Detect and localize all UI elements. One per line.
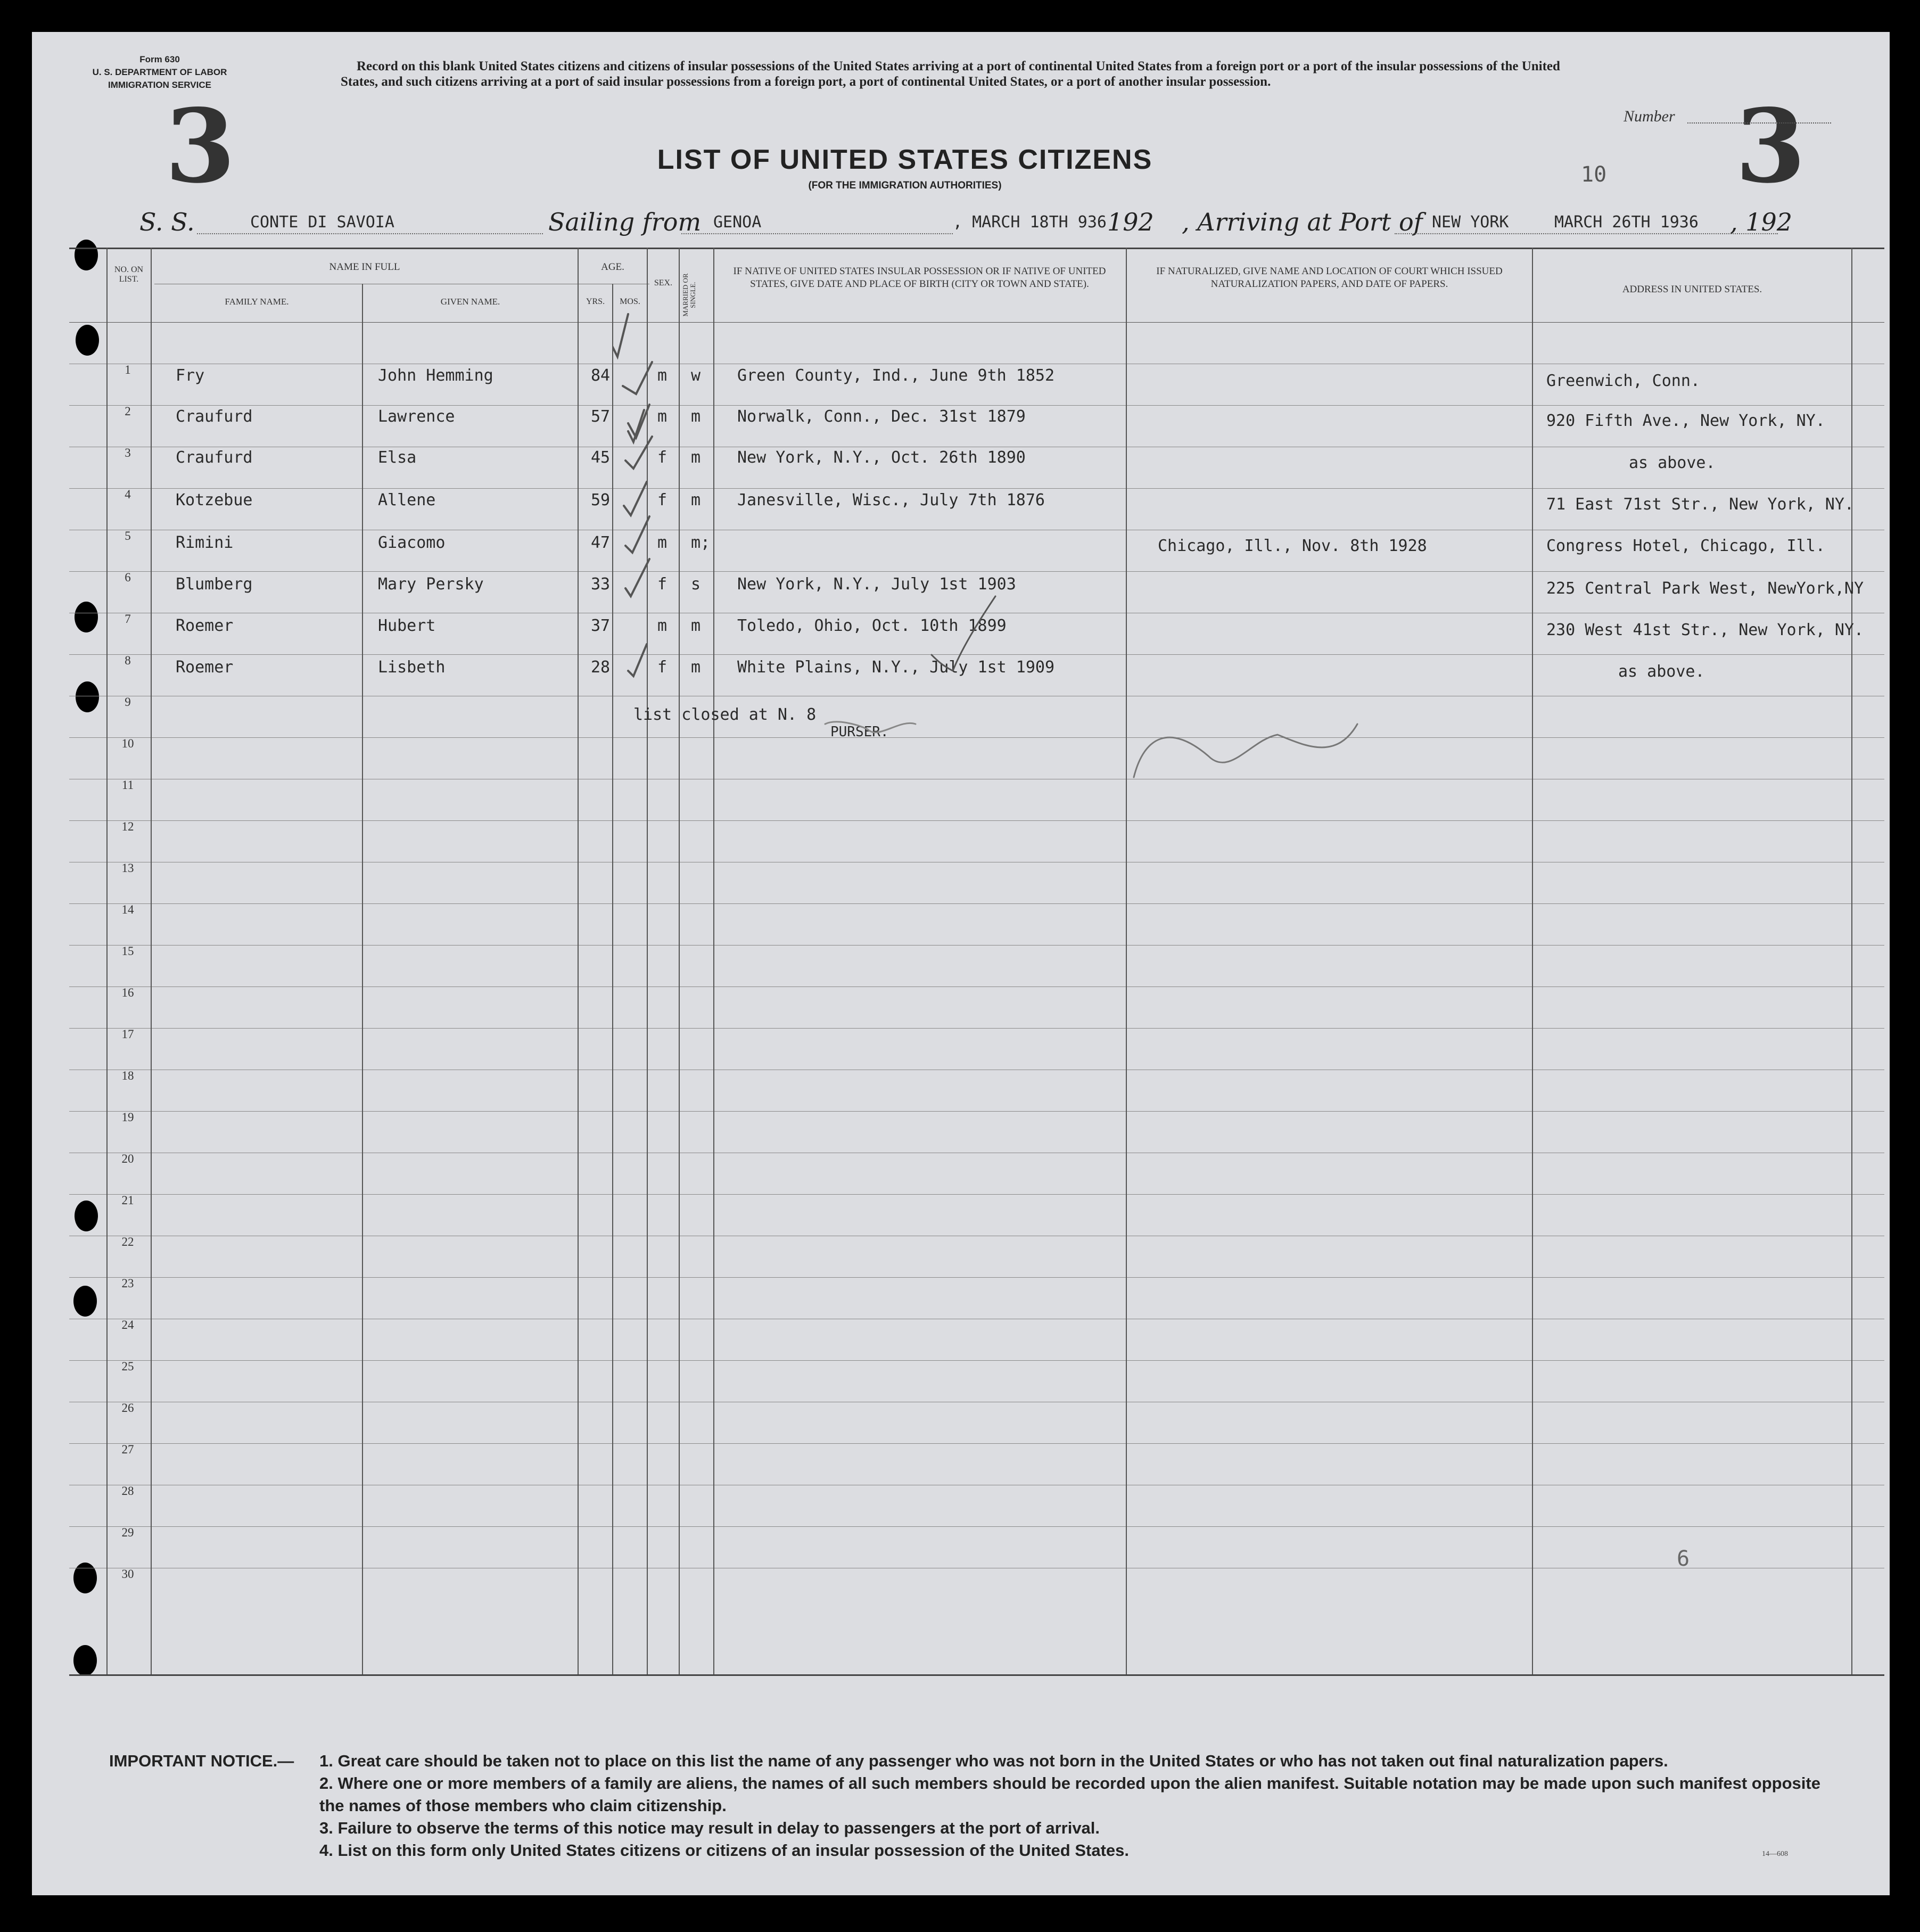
- header-married-single: MARRIED OR SINGLE.: [681, 273, 697, 317]
- header-place-of-birth: IF NATIVE OF UNITED STATES INSULAR POSSESSION OR IF NATIVE OF UNITED STATES, GIVE DATE AND PLACE OF BIRTH (CITY OR TOWN AND STATE).: [733, 266, 1106, 290]
- row-number: 12: [121, 820, 134, 833]
- department-name: U. S. DEPARTMENT OF LABOR: [92, 67, 227, 77]
- marital-status: w: [691, 366, 701, 385]
- given-name: John Hemming: [378, 366, 493, 385]
- address: as above.: [1629, 454, 1716, 472]
- header-age-months: MOS.: [620, 297, 640, 306]
- place-of-birth: New York, N.Y., July 1st 1903: [737, 575, 1016, 594]
- row-number: 6: [125, 571, 131, 584]
- sex: m: [657, 407, 668, 426]
- naturalization: Chicago, Ill., Nov. 8th 1928: [1158, 537, 1427, 555]
- punch-hole: [73, 1286, 97, 1317]
- sailing-label: Sailing from: [548, 208, 702, 236]
- print-code: 14—608: [1762, 1850, 1788, 1858]
- form-number: Form 630: [139, 54, 180, 64]
- sex: f: [657, 658, 668, 677]
- age-years: 47: [591, 533, 611, 552]
- sailing-port-line: [681, 233, 953, 234]
- table-rule: [69, 1277, 1884, 1278]
- notice-label: IMPORTANT NOTICE.—: [109, 1752, 294, 1770]
- header-family-name: FAMILY NAME.: [225, 297, 289, 307]
- address: Congress Hotel, Chicago, Ill.: [1546, 537, 1825, 555]
- table-rule: [69, 1111, 1884, 1112]
- age-years: 37: [591, 616, 611, 635]
- address: Greenwich, Conn.: [1546, 372, 1700, 390]
- age-years: 84: [591, 366, 611, 385]
- row-number: 7: [125, 612, 131, 626]
- given-name: Hubert: [378, 616, 436, 635]
- sailing-port: GENOA: [713, 213, 762, 232]
- service-name: IMMIGRATION SERVICE: [108, 80, 211, 90]
- sex: f: [657, 448, 668, 467]
- col-divider: [106, 248, 108, 1674]
- row-number: 25: [121, 1360, 134, 1373]
- punch-hole: [75, 1201, 98, 1231]
- given-name: Giacomo: [378, 533, 446, 552]
- age-years: 57: [591, 407, 611, 426]
- marital-status: m;: [691, 533, 711, 552]
- punch-hole: [73, 1563, 97, 1593]
- header-age: AGE.: [601, 261, 624, 273]
- form-identifier: [75, 53, 245, 92]
- punch-hole: [76, 325, 99, 356]
- address: as above.: [1618, 662, 1705, 681]
- ss-label: S. S.: [139, 208, 195, 236]
- ship-name-line: [197, 233, 543, 234]
- header-list-number: NO. ON LIST.: [114, 265, 144, 284]
- punch-hole: [76, 681, 99, 712]
- given-name: Elsa: [378, 448, 417, 467]
- arriving-label: , Arriving at Port of: [1182, 208, 1423, 236]
- row-number: 13: [121, 861, 134, 875]
- row-number: 9: [125, 695, 131, 709]
- header-given-name: GIVEN NAME.: [440, 297, 500, 307]
- checkmark-icon: [625, 559, 649, 596]
- stamp-number-right: 3: [1735, 87, 1806, 205]
- place-of-birth: Green County, Ind., June 9th 1852: [737, 366, 1055, 385]
- place-of-birth: New York, N.Y., Oct. 26th 1890: [737, 448, 1026, 467]
- checkmark-icon: [625, 405, 652, 468]
- marital-status: s: [691, 575, 701, 594]
- row-number: 24: [121, 1318, 134, 1331]
- punch-hole: [75, 602, 98, 632]
- marital-status: m: [691, 616, 701, 635]
- table-rule: [69, 1443, 1884, 1444]
- sex: f: [657, 491, 668, 509]
- table-top-border: [69, 248, 1884, 249]
- row-number: 2: [125, 405, 131, 418]
- col-divider: [578, 248, 579, 1674]
- marital-status: m: [691, 448, 701, 467]
- table-rule: [69, 1028, 1884, 1029]
- notice-item: 1. Great care should be taken not to place on this list the name of any passenger who was not born in the United States or who has not taken out final naturalization papers.: [319, 1752, 1668, 1770]
- notice-item: 3. Failure to observe the terms of this notice may result in delay to passengers at the port of arrival.: [319, 1819, 1100, 1837]
- family-name: Roemer: [176, 658, 234, 677]
- address: 920 Fifth Ave., New York, NY.: [1546, 412, 1825, 430]
- row-number: 1: [125, 363, 131, 376]
- table-rule: [69, 945, 1884, 946]
- purser-label: PURSER.: [830, 724, 889, 740]
- sex: m: [657, 533, 668, 552]
- number-line: [1687, 122, 1831, 124]
- marital-status: m: [691, 658, 701, 677]
- age-years: 28: [591, 658, 611, 677]
- margin-number: 6: [1677, 1547, 1690, 1571]
- sex: f: [657, 575, 668, 594]
- place-of-birth: Norwalk, Conn., Dec. 31st 1879: [737, 407, 1026, 426]
- age-years: 59: [591, 491, 611, 509]
- place-of-birth: Janesville, Wisc., July 7th 1876: [737, 491, 1045, 509]
- checkmark-icon: [625, 516, 649, 553]
- header-naturalization: IF NATURALIZED, GIVE NAME AND LOCATION OF COURT WHICH ISSUED NATURALIZATION PAPERS, AND DATE OF PAPERS.: [1156, 266, 1503, 290]
- family-name: Craufurd: [176, 407, 253, 426]
- number-label: Number: [1624, 108, 1675, 125]
- row-number: 20: [121, 1152, 134, 1165]
- checkmark-icon: [628, 644, 647, 676]
- family-name: Craufurd: [176, 448, 253, 467]
- row-number: 26: [121, 1401, 134, 1415]
- age-years: 33: [591, 575, 611, 594]
- marital-status: m: [691, 491, 701, 509]
- col-divider: [1851, 248, 1852, 1674]
- punch-hole: [75, 240, 98, 270]
- arrival-date: MARCH 26TH 1936: [1554, 213, 1699, 232]
- punch-hole: [73, 1645, 97, 1676]
- row-number: 17: [121, 1027, 134, 1041]
- family-name: Blumberg: [176, 575, 253, 594]
- table-rule: [69, 986, 1884, 987]
- row-number: 3: [125, 446, 131, 459]
- stamp-number-left: 3: [165, 87, 236, 205]
- checkmark-icon: [623, 362, 652, 394]
- row-number: 18: [121, 1069, 134, 1082]
- arrival-port: NEW YORK: [1432, 213, 1509, 232]
- checkmark-icon: [612, 314, 628, 357]
- family-name: Roemer: [176, 616, 234, 635]
- row-number: 30: [121, 1567, 134, 1581]
- row-number: 27: [121, 1443, 134, 1456]
- place-of-birth: White Plains, N.Y., July 1st 1909: [737, 658, 1055, 677]
- address: 71 East 71st Str., New York, NY.: [1546, 495, 1854, 514]
- sex: m: [657, 616, 668, 635]
- header-age-years: YRS.: [586, 297, 605, 306]
- row-number: 4: [125, 488, 131, 501]
- instructions-text: Record on this blank United States citizens and citizens of insular possessions of the United States arriving at a port of continental United States from a foreign port or a port of the insular possessions of the United States, and such citizens arriving at a port of said insular possessions from a foreign port, a port of continental United States, or a port of another insular possession.: [341, 59, 1560, 89]
- header-address: ADDRESS IN UNITED STATES.: [1622, 284, 1762, 295]
- marital-status: m: [691, 407, 701, 426]
- arrival-port-line: [1395, 233, 1778, 234]
- year-suffix-arrival: , 192: [1730, 208, 1793, 236]
- sex: m: [657, 366, 668, 385]
- list-closed-note: list closed at N. 8: [633, 705, 817, 724]
- row-number: 14: [121, 903, 134, 916]
- handwritten-annotations: [612, 298, 1517, 831]
- notice-item: 4. List on this form only United States citizens or citizens of an insular possession of the United States.: [319, 1841, 1129, 1860]
- row-number: 28: [121, 1484, 134, 1498]
- col-divider: [362, 284, 363, 1674]
- given-name: Mary Persky: [378, 575, 484, 594]
- sailing-date: , MARCH 18TH 936: [953, 213, 1107, 232]
- year-suffix-sailing: 192: [1107, 208, 1154, 236]
- row-number: 10: [121, 737, 134, 750]
- table-bottom-border: [69, 1674, 1884, 1676]
- given-name: Allene: [378, 491, 436, 509]
- age-years: 45: [591, 448, 611, 467]
- family-name: Kotzebue: [176, 491, 253, 509]
- family-name: Rimini: [176, 533, 234, 552]
- header-name-in-full: NAME IN FULL: [329, 261, 400, 273]
- table-rule: [69, 1360, 1884, 1361]
- page-subtitle: (FOR THE IMMIGRATION AUTHORITIES): [808, 180, 1002, 191]
- row-number: 15: [121, 944, 134, 958]
- given-name: Lisbeth: [378, 658, 446, 677]
- address: 230 West 41st Str., New York, NY.: [1546, 621, 1864, 639]
- row-number: 16: [121, 986, 134, 999]
- row-number: 5: [125, 529, 131, 542]
- col-divider: [151, 248, 152, 1674]
- place-of-birth: Toledo, Ohio, Oct. 10th 1899: [737, 616, 1007, 635]
- table-rule: [69, 903, 1884, 904]
- col-divider: [1532, 248, 1533, 1674]
- row-number: 19: [121, 1111, 134, 1124]
- ship-name: CONTE DI SAVOIA: [250, 213, 394, 232]
- row-number: 21: [121, 1194, 134, 1207]
- row-number: 22: [121, 1235, 134, 1248]
- table-rule: [69, 1526, 1884, 1527]
- row-number: 29: [121, 1526, 134, 1539]
- address: 225 Central Park West, NewYork,NY: [1546, 579, 1864, 598]
- row-number: 23: [121, 1277, 134, 1290]
- family-name: Fry: [176, 366, 205, 385]
- row-number: 8: [125, 654, 131, 667]
- checkmark-icon: [624, 482, 647, 515]
- table-rule: [69, 1194, 1884, 1195]
- notice-item: 2. Where one or more members of a family are aliens, the names of all such members should be recorded upon the alien manifest. Suitable notation may be made upon such manifest opposite the names of those members who claim citizenship.: [319, 1774, 1820, 1815]
- handwritten-list-number: 10: [1581, 162, 1607, 187]
- given-name: Lawrence: [378, 407, 455, 426]
- page-title: LIST OF UNITED STATES CITIZENS: [657, 144, 1153, 175]
- row-number: 11: [121, 778, 134, 792]
- header-sex: SEX.: [654, 278, 673, 287]
